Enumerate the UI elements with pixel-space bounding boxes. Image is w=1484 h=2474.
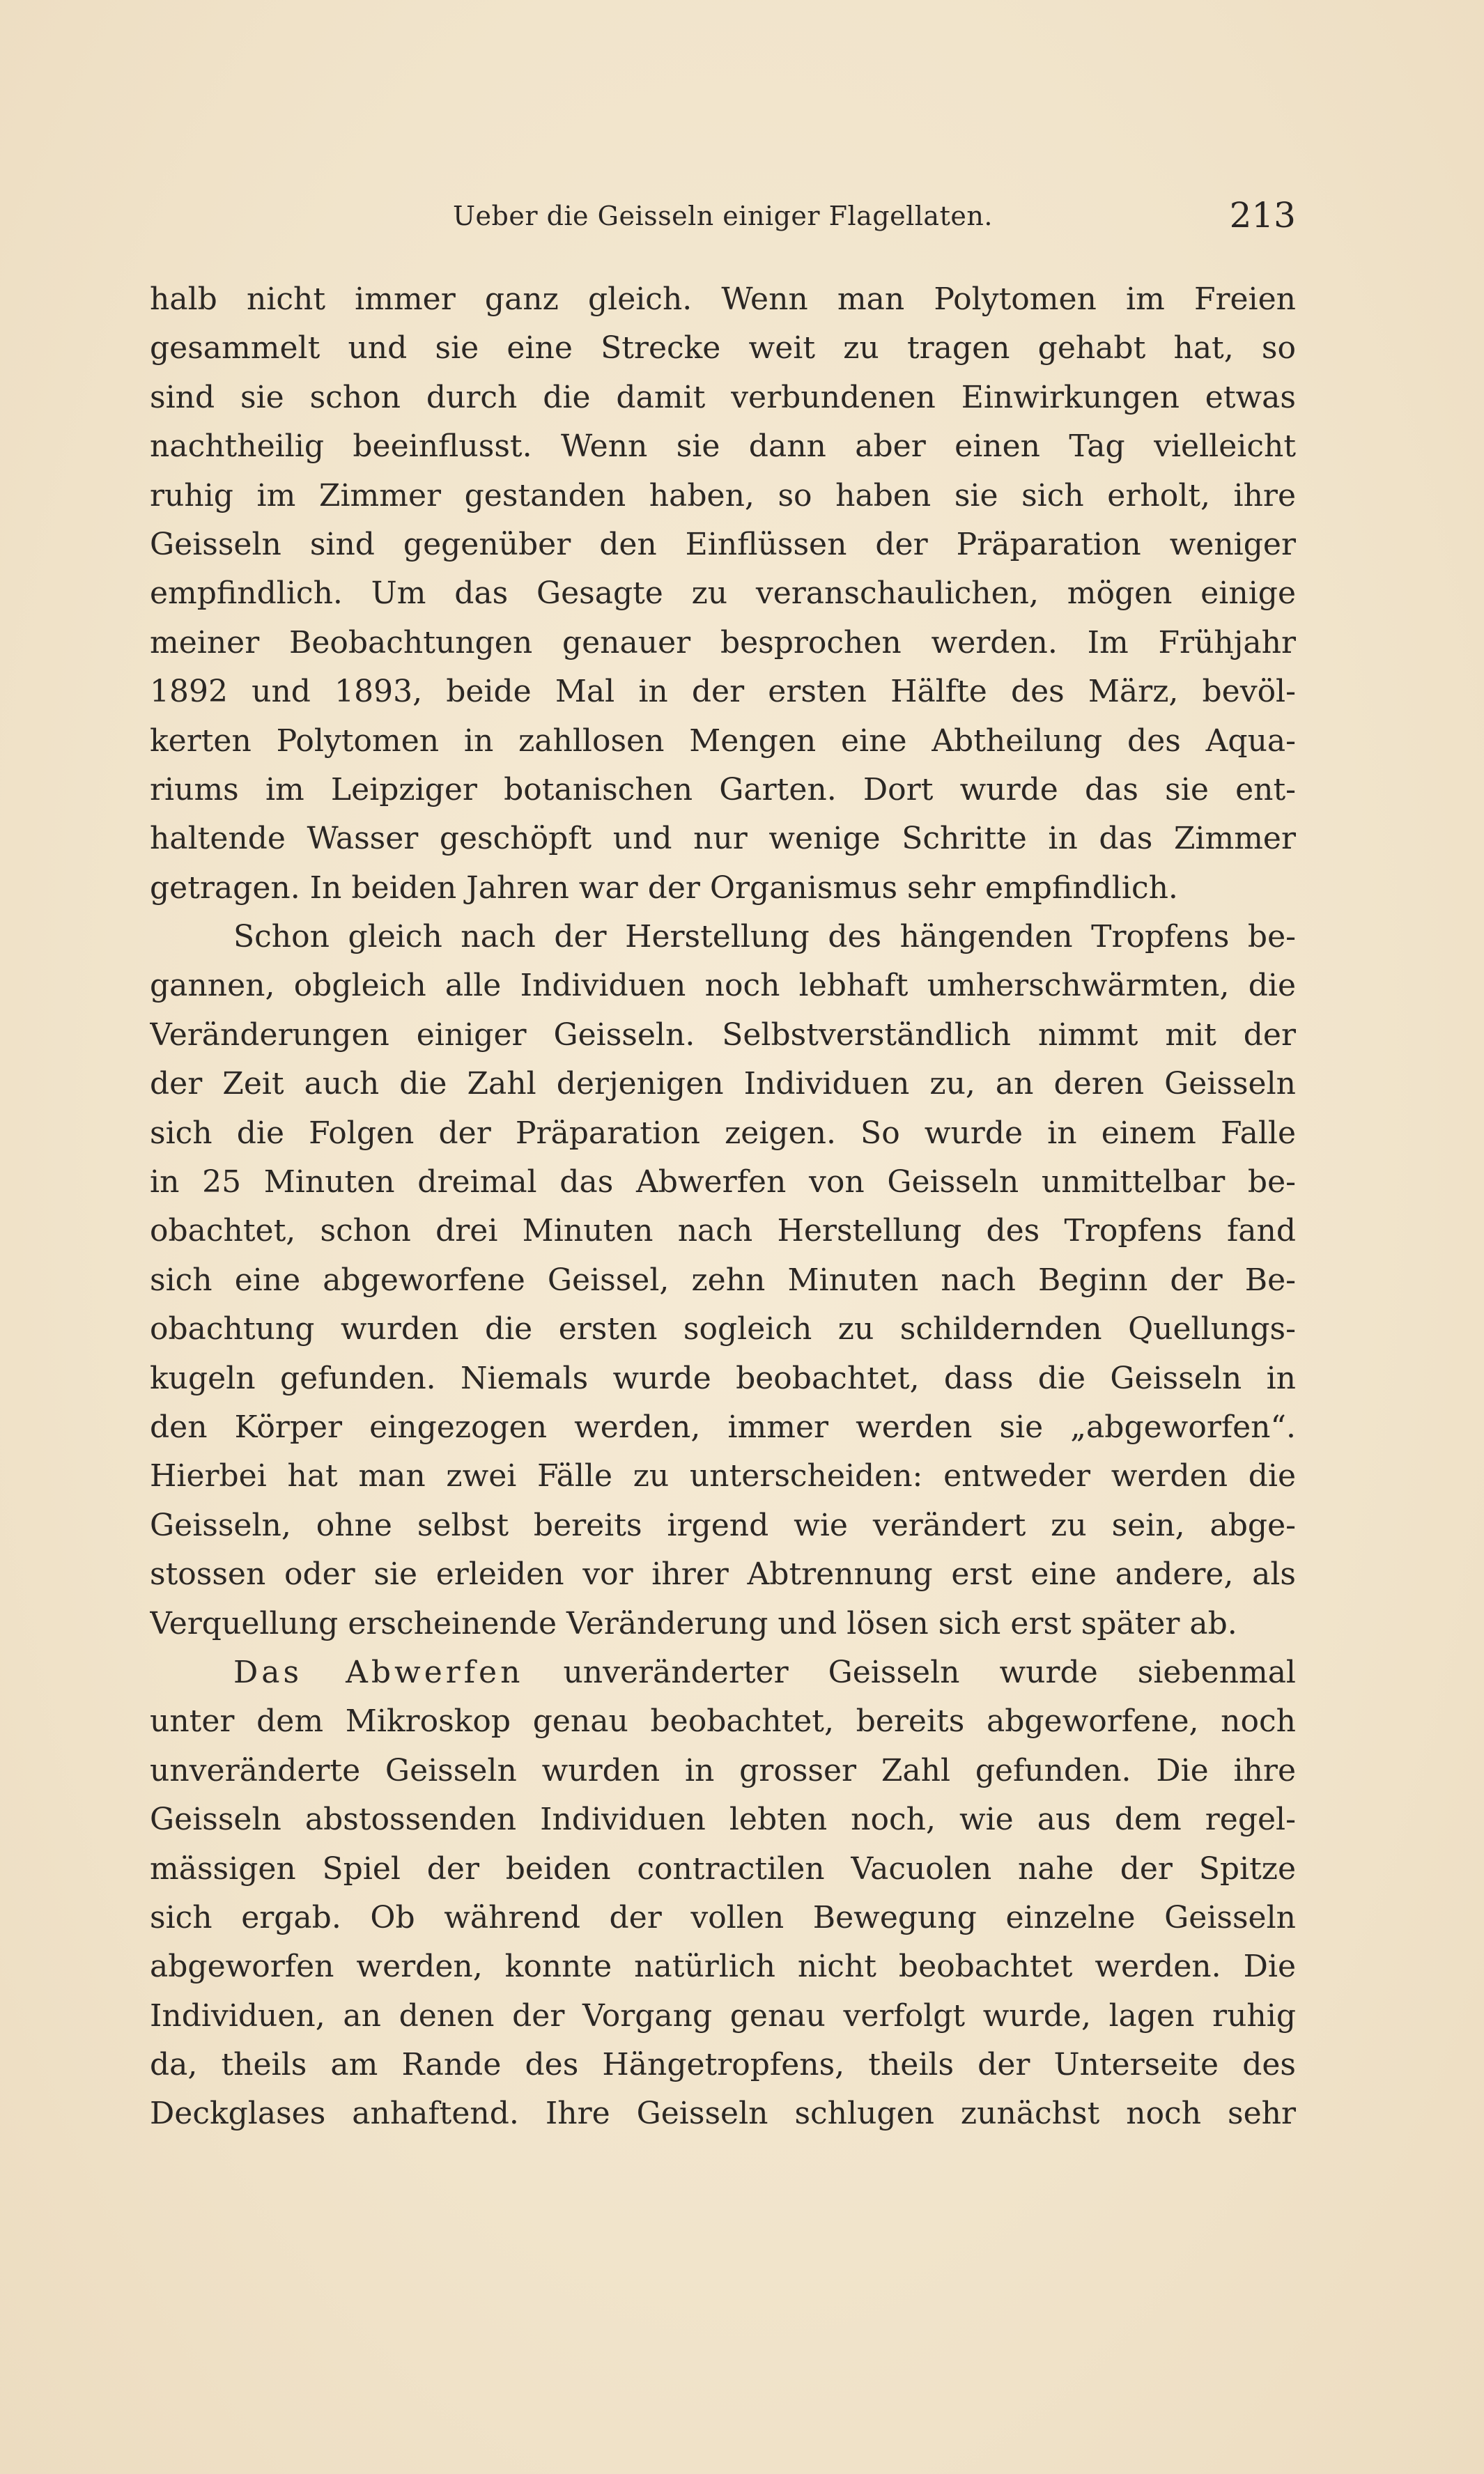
- text-line: Geisseln abstossenden Individuen lebten noch, wie aus dem regel-: [150, 1802, 1296, 1838]
- text-line: meiner Beobachtungen genauer besprochen werden. Im Frühjahr: [150, 624, 1296, 660]
- text-line: getragen. In beiden Jahren war der Organismus sehr empfindlich.: [150, 869, 1178, 906]
- text-line: gannen, obgleich alle Individuen noch lebhaft umherschwärmten, die: [150, 968, 1296, 1004]
- text-line: haltende Wasser geschöpft und nur wenige Schritte in das Zimmer: [150, 821, 1296, 857]
- text-line: sich die Folgen der Präparation zeigen. So wurde in einem Falle: [150, 1115, 1296, 1151]
- text-line: sich ergab. Ob während der vollen Bewegung einzelne Geisseln: [150, 1899, 1296, 1935]
- text-line: Hierbei hat man zwei Fälle zu unterscheiden: entweder werden die: [150, 1458, 1296, 1494]
- text-line: halb nicht immer ganz gleich. Wenn man Polytomen im Freien: [150, 281, 1296, 317]
- text-line: obachtung wurden die ersten sogleich zu schildernden Quellungs-: [150, 1311, 1296, 1347]
- text-line: sich eine abgeworfene Geissel, zehn Minuten nach Beginn der Be-: [150, 1262, 1296, 1298]
- text-line: kerten Polytomen in zahllosen Mengen eine Abtheilung des Aqua-: [150, 722, 1296, 759]
- text-line: riums im Leipziger botanischen Garten. Dort wurde das sie ent-: [150, 771, 1296, 807]
- text-line: obachtet, schon drei Minuten nach Herstellung des Tropfens fand: [150, 1213, 1296, 1249]
- running-title: Ueber die Geisseln einiger Flagellaten.: [453, 201, 993, 231]
- text-line: empfindlich. Um das Gesagte zu veranschaulichen, mögen einige: [150, 575, 1296, 612]
- body-text: [150, 275, 1296, 2139]
- text-line: Geisseln, ohne selbst bereits irgend wie verändert zu sein, abge-: [150, 1507, 1296, 1543]
- text-line: den Körper eingezogen werden, immer werden sie „abgeworfen“.: [150, 1409, 1296, 1445]
- text-line: stossen oder sie erleiden vor ihrer Abtrennung erst eine andere, als: [150, 1556, 1296, 1593]
- text-line: unter dem Mikroskop genau beobachtet, bereits abgeworfene, noch: [150, 1703, 1296, 1740]
- text-line: abgeworfen werden, konnte natürlich nicht beobachtet werden. Die: [150, 1949, 1296, 1985]
- text-line: da, theils am Rande des Hängetropfens, theils der Unterseite des: [150, 2047, 1296, 2083]
- text-line: ruhig im Zimmer gestanden haben, so haben sie sich erholt, ihre: [150, 477, 1296, 513]
- text-line-rest: unveränderter Geisseln wurde siebenmal: [563, 1654, 1296, 1690]
- text-line: Verquellung erscheinende Veränderung und lösen sich erst später ab.: [150, 1605, 1237, 1641]
- text-line: sind sie schon durch die damit verbundenen Einwirkungen etwas: [150, 379, 1296, 415]
- page-header: [150, 195, 1296, 244]
- paragraph-start-line: [150, 1648, 1296, 1697]
- text-line: Individuen, an denen der Vorgang genau verfolgt wurde, lagen ruhig: [150, 1997, 1296, 2034]
- page-number: 213: [1229, 195, 1296, 235]
- text-line: kugeln gefunden. Niemals wurde beobachtet, dass die Geisseln in: [150, 1360, 1296, 1396]
- text-line: der Zeit auch die Zahl derjenigen Individuen zu, an deren Geisseln: [150, 1066, 1296, 1102]
- text-line: Deckglases anhaftend. Ihre Geisseln schlugen zunächst noch sehr: [150, 2096, 1296, 2132]
- text-line: Geisseln sind gegenüber den Einflüssen der Präparation weniger: [150, 526, 1296, 562]
- text-line: Veränderungen einiger Geisseln. Selbstverständlich nimmt mit der: [150, 1016, 1296, 1053]
- text-line: unveränderte Geisseln wurden in grosser Zahl gefunden. Die ihre: [150, 1752, 1296, 1788]
- text-line: gesammelt und sie eine Strecke weit zu tragen gehabt hat, so: [150, 330, 1296, 366]
- text-line: in 25 Minuten dreimal das Abwerfen von Geisseln unmittelbar be-: [150, 1164, 1296, 1200]
- spaced-emphasis: Das Abwerfen: [233, 1654, 524, 1690]
- paragraph-start-line: Schon gleich nach der Herstellung des hängenden Tropfens be-: [233, 919, 1296, 955]
- text-line: mässigen Spiel der beiden contractilen Vacuolen nahe der Spitze: [150, 1850, 1296, 1887]
- text-line: nachtheilig beeinflusst. Wenn sie dann aber einen Tag vielleicht: [150, 428, 1296, 465]
- text-line: 1892 und 1893, beide Mal in der ersten Hälfte des März, bevöl-: [150, 674, 1296, 710]
